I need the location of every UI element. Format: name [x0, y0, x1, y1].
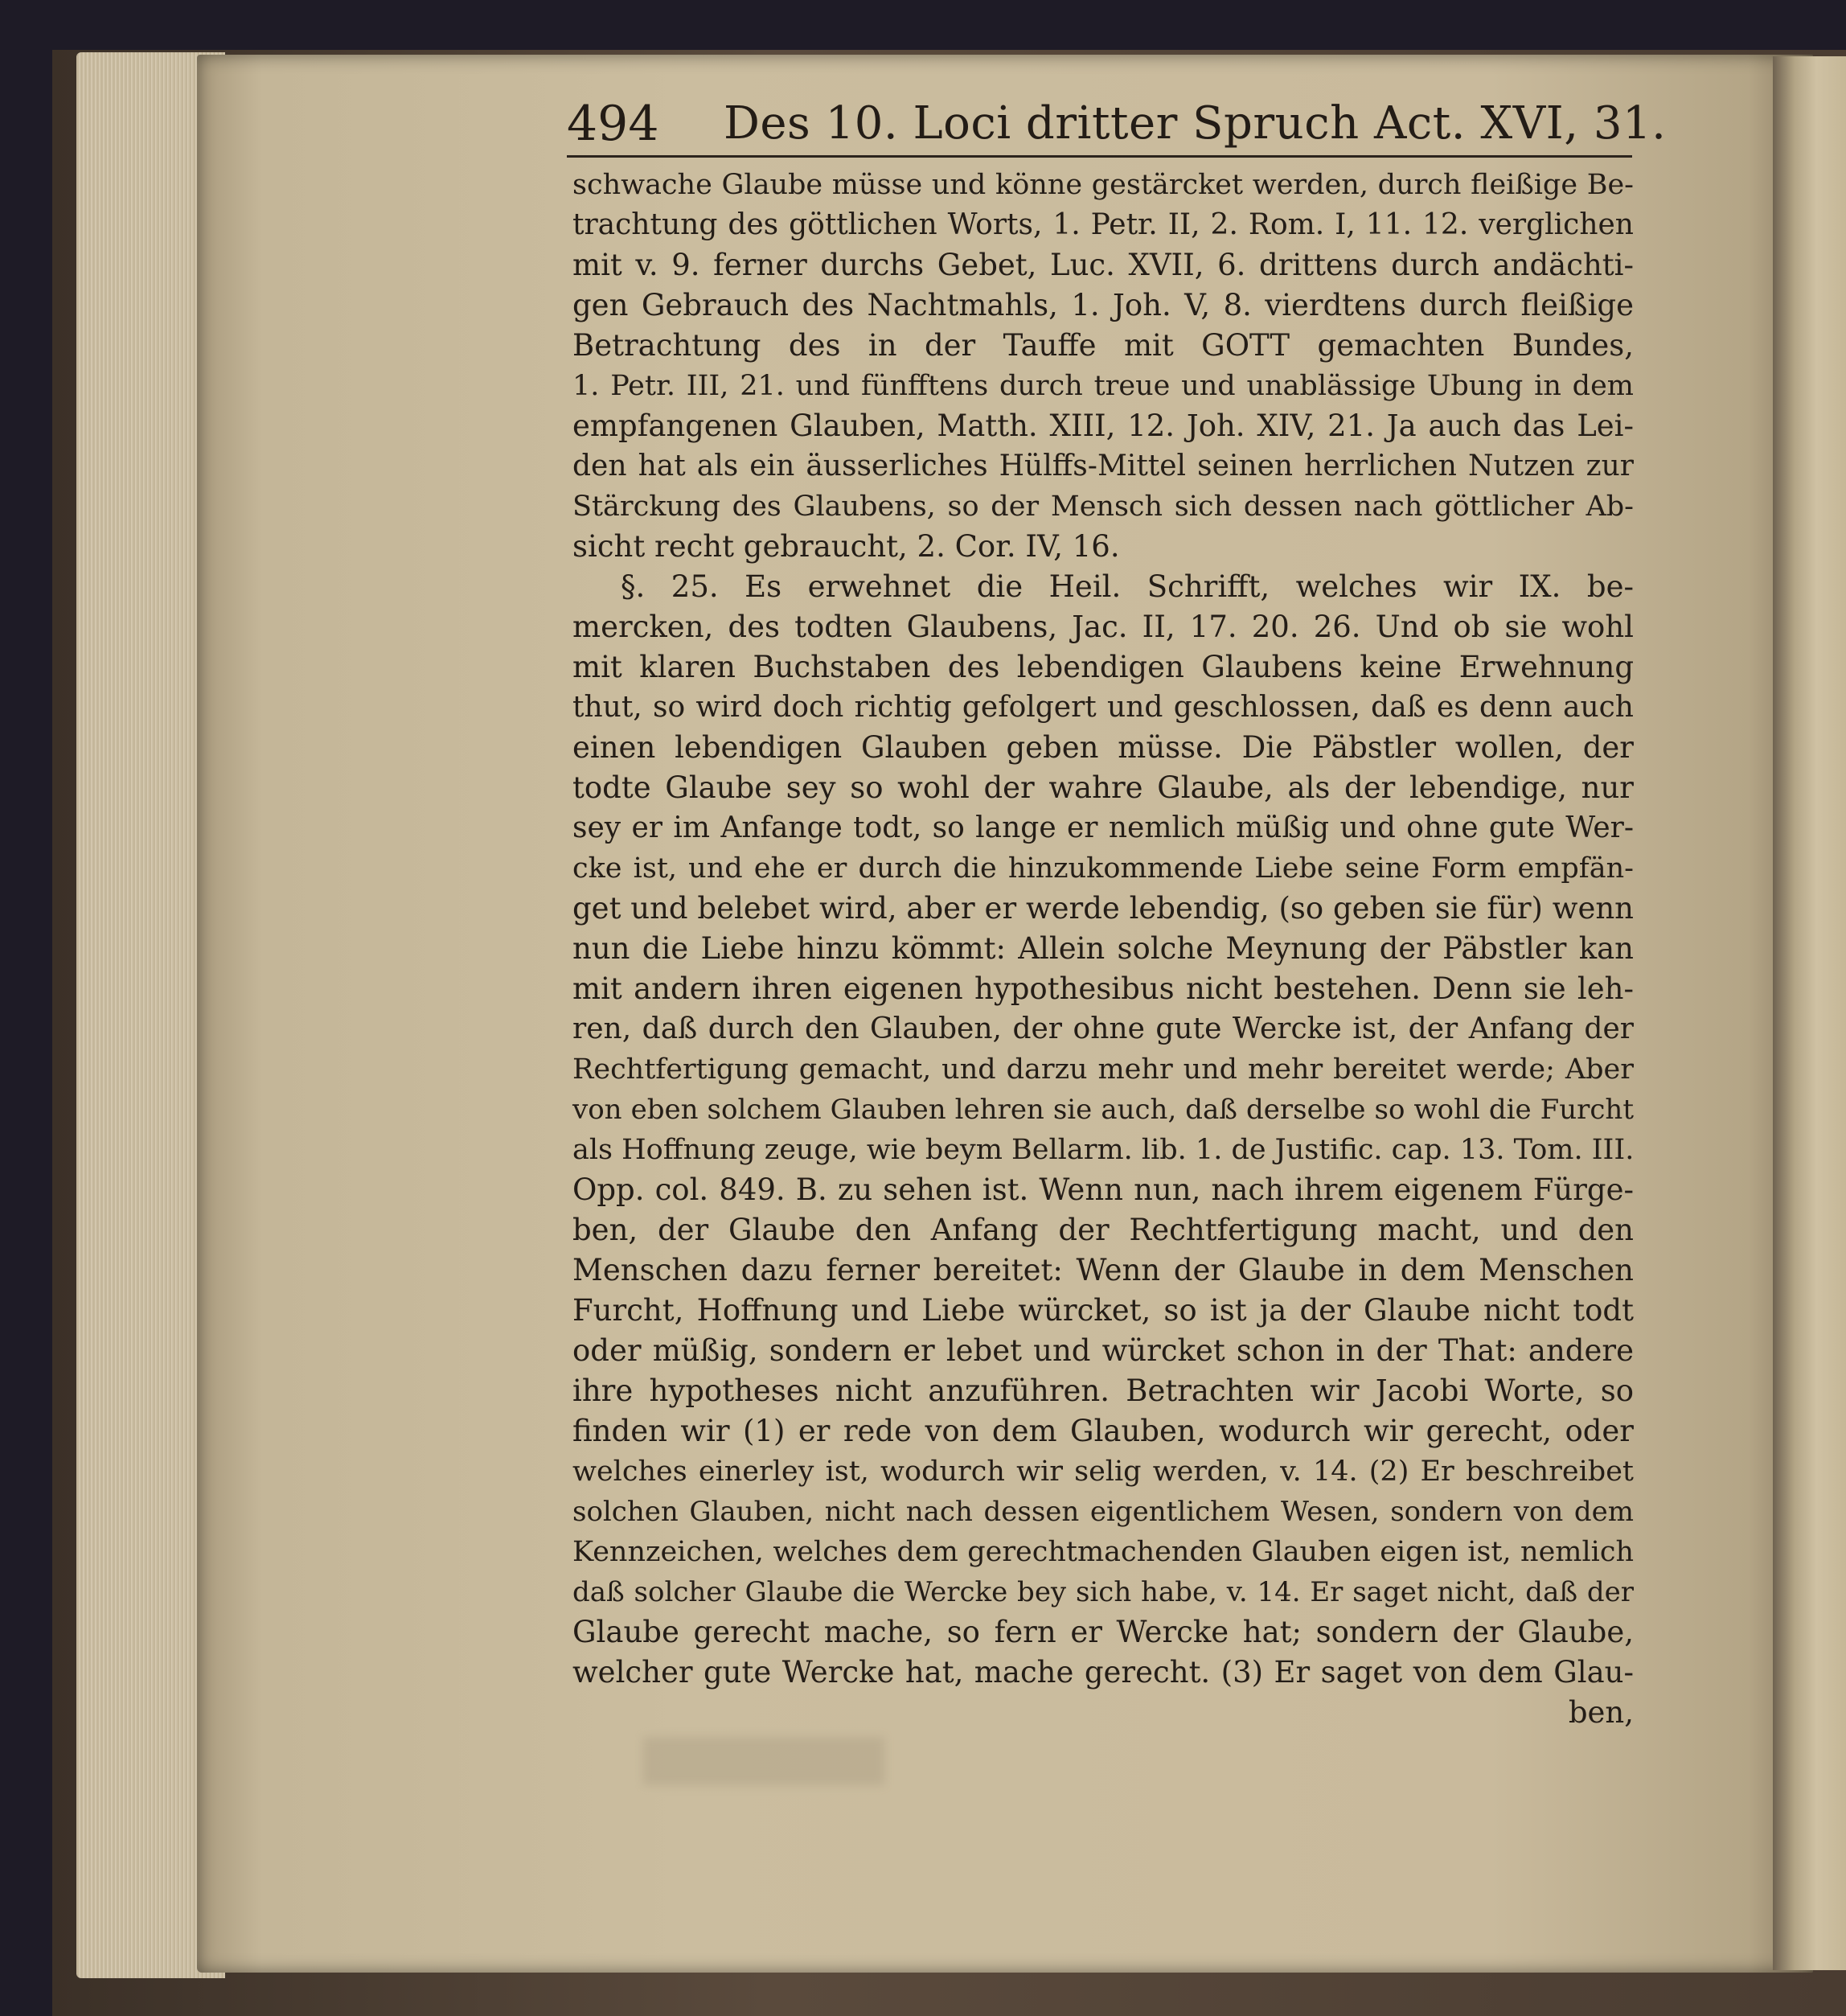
text-line: Menschen dazu ferner bereitet: Wenn der Glaube in dem Menschen	[572, 1253, 1634, 1287]
text-line: Kennzeichen, welches dem gerechtmachenden Glauben eigen ist, nemlich	[572, 1536, 1634, 1568]
text-line: ihre hypotheses nicht anzuführen. Betrachten wir Jacobi Worte, so	[572, 1373, 1634, 1408]
text-line: 1. Petr. III, 21. und fünfftens durch treue und unablässige Ubung in dem	[572, 370, 1634, 402]
text-line: todte Glaube sey so wohl der wahre Glaube, als der lebendige, nur	[572, 770, 1634, 805]
text-line: daß solcher Glaube die Wercke bey sich habe, v. 14. Er saget nicht, daß der	[572, 1576, 1634, 1608]
text-line: mit andern ihren eigenen hypothesibus nicht bestehen. Denn sie leh-	[572, 971, 1634, 1006]
text-line: einen lebendigen Glauben geben müsse. Die Päbstler wollen, der	[572, 730, 1634, 765]
text-line: mercken, des todten Glaubens, Jac. II, 17. 20. 26. Und ob sie wohl	[572, 610, 1634, 644]
text-line: trachtung des göttlichen Worts, 1. Petr. II, 2. Rom. I, 11. 12. verglichen	[572, 208, 1634, 241]
text-line: sey er im Anfange todt, so lange er nemlich müßig und ohne gute Wer-	[572, 811, 1634, 844]
facing-page-gutter	[1773, 56, 1846, 1970]
text-line: cke ist, und ehe er durch die hinzukommende Liebe seine Form empfän-	[572, 852, 1634, 885]
running-title: Des 10. Loci dritter Spruch Act. XVI, 31.	[724, 97, 1667, 150]
page-number: 494	[567, 96, 659, 152]
ink-bleed-through	[643, 1737, 884, 1785]
text-line: Opp. col. 849. B. zu sehen ist. Wenn nun, nach ihrem eigenem Fürge-	[572, 1172, 1634, 1207]
text-line: sicht recht gebraucht, 2. Cor. IV, 16.	[572, 529, 1120, 564]
text-line: welches einerley ist, wodurch wir selig werden, v. 14. (2) Er beschreibet	[572, 1456, 1634, 1488]
catchword: ben,	[1568, 1695, 1634, 1730]
text-line: finden wir (1) er rede von dem Glauben, wodurch wir gerecht, oder	[572, 1414, 1634, 1448]
text-line: ren, daß durch den Glauben, der ohne gute Wercke ist, der Anfang der	[572, 1012, 1634, 1045]
text-line: Betrachtung des in der Tauffe mit GOTT gemachten Bundes,	[572, 328, 1634, 363]
text-line: thut, so wird doch richtig gefolgert und geschlossen, daß es denn auch	[572, 691, 1634, 724]
text-line: mit klaren Buchstaben des lebendigen Glaubens keine Erwehnung	[572, 650, 1634, 684]
paragraph-start-line: §. 25. Es erwehnet die Heil. Schrifft, welches wir IX. be-	[621, 569, 1634, 604]
text-line: empfangenen Glauben, Matth. XIII, 12. Joh. XIV, 21. Ja auch das Lei-	[572, 409, 1634, 443]
text-line: get und belebet wird, aber er werde lebendig, (so geben sie für) wenn	[572, 891, 1634, 926]
body-text	[572, 165, 1634, 1733]
text-line: Glaube gerecht mache, so fern er Wercke hat; sondern der Glaube,	[572, 1615, 1634, 1649]
text-line: den hat als ein äusserliches Hülffs-Mittel seinen herrlichen Nutzen zur	[572, 450, 1634, 482]
text-line: nun die Liebe hinzu kömmt: Allein solche Meynung der Päbstler kan	[572, 931, 1634, 966]
text-line: oder müßig, sondern er lebet und würcket schon in der That: andere	[572, 1333, 1634, 1368]
text-line: Stärckung des Glaubens, so der Mensch sich dessen nach göttlicher Ab-	[572, 491, 1634, 523]
text-line: solchen Glauben, nicht nach dessen eigentlichem Wesen, sondern von dem	[572, 1496, 1634, 1528]
text-line: mit v. 9. ferner durchs Gebet, Luc. XVII, 6. drittens durch andächti-	[572, 248, 1634, 282]
text-line: Rechtfertigung gemacht, und darzu mehr und mehr bereitet werde; Aber	[572, 1053, 1634, 1086]
text-line: gen Gebrauch des Nachtmahls, 1. Joh. V, 8. vierdtens durch fleißige	[572, 288, 1634, 322]
text-line: schwache Glaube müsse und könne gestärcket werden, durch fleißige Be-	[572, 169, 1634, 201]
running-header	[567, 95, 1667, 158]
text-line: als Hoffnung zeuge, wie beym Bellarm. lib. 1. de Justific. cap. 13. Tom. III.	[572, 1134, 1635, 1166]
text-line: Furcht, Hoffnung und Liebe würcket, so ist ja der Glaube nicht todt	[572, 1293, 1634, 1328]
text-line: ben, der Glaube den Anfang der Rechtfertigung macht, und den	[572, 1213, 1634, 1247]
text-line: welcher gute Wercke hat, mache gerecht. (3) Er saget von dem Glau-	[572, 1655, 1634, 1690]
text-line: von eben solchem Glauben lehren sie auch, daß derselbe so wohl die Furcht	[572, 1094, 1634, 1126]
